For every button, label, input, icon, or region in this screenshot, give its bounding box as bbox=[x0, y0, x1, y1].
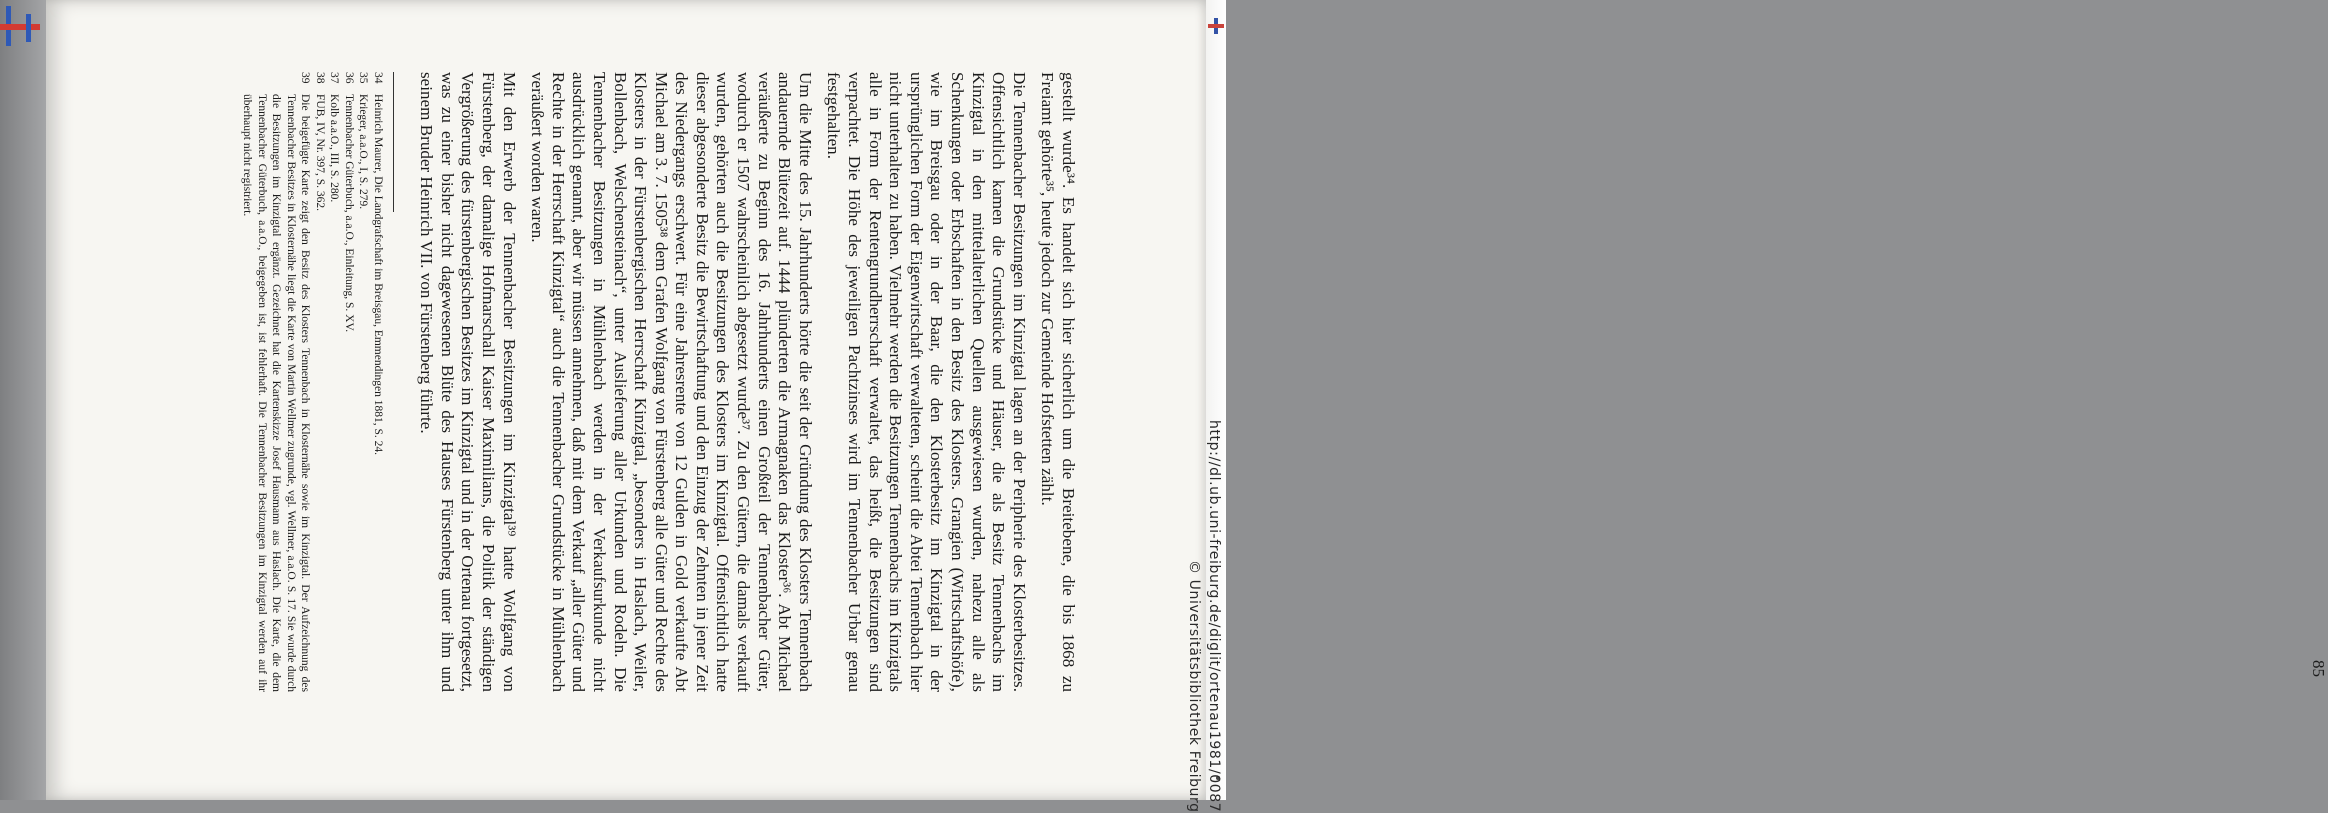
footnote-text: Heinrich Maurer, Die Landgrafschaft im Breisgau, Emmendingen 1881, S. 24. bbox=[371, 94, 384, 456]
footnote-text: Die beigefügte Karte zeigt den Besitz des Klosters Tennenbach in Klosternähe sowie im Kinzigtal. Der Aufzeichnung des Tennenbacher Besitzes in Klosternähe liegt die Karte von Martin Wellmer zugrunde, vgl. Wellmer, a.a.O. S. 17. Sie wurde durch die Besitzungen im Kinzigtal ergänzt. Gezeichnet hat die Kartenskizze Josef Hausmann aus Haslach. Die Karte, die dem Tennenbacher Güterbuch, a.a.O., beigegeben ist, ist fehlerhaft. Die Tennenbacher Besitzungen im Kinzigtal werden auf ihr überhaupt nicht registriert. bbox=[241, 94, 312, 692]
footnote-text: FUB, IV, Nr. 397, S. 362. bbox=[313, 94, 326, 212]
footnote-number: 35 bbox=[357, 72, 370, 84]
footnote bbox=[341, 72, 356, 692]
rotated-source-note bbox=[1166, 0, 2328, 813]
footnote-text: Kolb a.a.O., III, S. 280. bbox=[328, 94, 341, 203]
footnote-number: 36 bbox=[342, 72, 355, 84]
color-target-mark bbox=[0, 24, 40, 30]
footnote-text: Tennenbacher Güterbuch, a.a.O., Einleitung, S. XV. bbox=[342, 94, 355, 333]
color-target-mark bbox=[26, 14, 31, 42]
footnote bbox=[240, 72, 313, 692]
footnote bbox=[370, 72, 385, 692]
footnote-text: Krieger, a.a.O., I, S. 279. bbox=[357, 94, 370, 210]
footnote-number: 34 bbox=[371, 72, 384, 84]
rotated-page-content bbox=[100, 0, 1240, 760]
footnote-number: 38 bbox=[313, 72, 326, 84]
paragraph: Mit den Erwerb der Tennenbacher Besitzungen im Kinzigtal³⁹ hatte Wolfgang von Fürstenberg, der damalige Hofmarschall Kaiser Maximilians, die Politik der ständigen Vergrößerung des fürstenbergischen Besitzes im Kinzigtal und in der Ortenau fortgesetzt, was zu einer bisher nicht dagewesenen Blüte des Hauses Fürstenberg unter ihm und seinem Bruder Heinrich VII. von Fürstenberg führte. bbox=[417, 72, 519, 692]
footnote-divider bbox=[393, 72, 394, 212]
paragraph: Um die Mitte des 15. Jahrhunderts hörte die seit der Gründung des Klosters Tennenbach andauernde Blütezeit auf. 1444 plünderten die Armagnaken das Kloster³⁶. Abt Michael veräußerte zu Beginn des 16. Jahrhunderts einen Großteil der Tennenbacher Güter, wodurch er 1507 wahrscheinlich abgesetzt wurde³⁷. Zu den Gütern, die damals verkauft wurden, gehörten auch die Besitzungen des Klosters im Kinzigtal. Offensichtlich hatte dieser abgesonderte Besitz die Bewirtschaftung und den Einzug der Zehnten in jener Zeit des Niedergangs erschwert. Für eine Jahresrente von 12 Gulden in Gold verkaufte Abt Michael am 3. 7. 1505³⁸ dem Grafen Wolfgang von Fürstenberg alle Güter und Rechte des Klosters in der Fürstenbergischen Herrschaft Kinzigtal, „besonders in Haslach, Weiler, Bollenbach, Welschensteinach“, unter Auslieferung aller Urkunden und Rodeln. Die Tennenbacher Besitzungen in Mühlenbach werden in der Verkaufsurkunde nicht ausdrücklich genannt, aber wir müssen annehmen, daß mit dem Verkauf „aller Güter und Rechte in der Herrschaft Kinzigtal“ auch die Tennenbacher Grundstücke in Mühlenbach veräußert worden waren. bbox=[528, 72, 815, 692]
copyright-notice: © Universitätsbibliothek Freiburg bbox=[1186, 560, 1202, 813]
footnotes bbox=[240, 72, 385, 692]
footnote-number: 37 bbox=[328, 72, 341, 84]
source-url: http://dl.ub.uni-freiburg.de/diglit/ortenau1981/0087 bbox=[1206, 420, 1222, 813]
body-text-column bbox=[240, 72, 1078, 692]
footnote bbox=[327, 72, 342, 692]
paragraph: Die Tennenbacher Besitzungen im Kinzigtal lagen an der Peripherie des Klosterbesitzes. Offensichtlich kamen die Grundstücke und Häuser, die als Besitz Tennenbachs im Kinzigtal in den mittelalterlichen Quellen ausgewiesen wurden, nahezu alle als Schenkungen oder Erbschaften in den Besitz des Klosters. Grangien (Wirtschaftshöfe), wie im Breisgau oder in der Baar, die den Klosterbesitz im Kinzigtal in der ursprünglichen Form der Eigenwirtschaft verwalteten, scheint die Abtei Tennenbach hier nicht unterhalten zu haben. Vielmehr werden die Besitzungen Tennenbachs im Kinzigtals alle in Form der Rentengrundherrschaft verwaltet, das heißt, die Besitzungen sind verpachtet. Die Höhe des jeweiligen Pachtzinses wird im Tennenbacher Urbar genau festgehalten. bbox=[824, 72, 1029, 692]
paragraph: gestellt wurde³⁴. Es handelt sich hier sicherlich um die Breitebene, die bis 1868 zu Freiamt gehörte³⁵, heute jedoch zur Gemeinde Hofstetten zählt. bbox=[1038, 72, 1078, 692]
footnote bbox=[356, 72, 371, 692]
footnote-number: 39 bbox=[299, 72, 312, 84]
scanner-left-margin bbox=[0, 0, 46, 800]
page-number: 85 bbox=[2309, 660, 2328, 677]
footnote bbox=[312, 72, 327, 692]
